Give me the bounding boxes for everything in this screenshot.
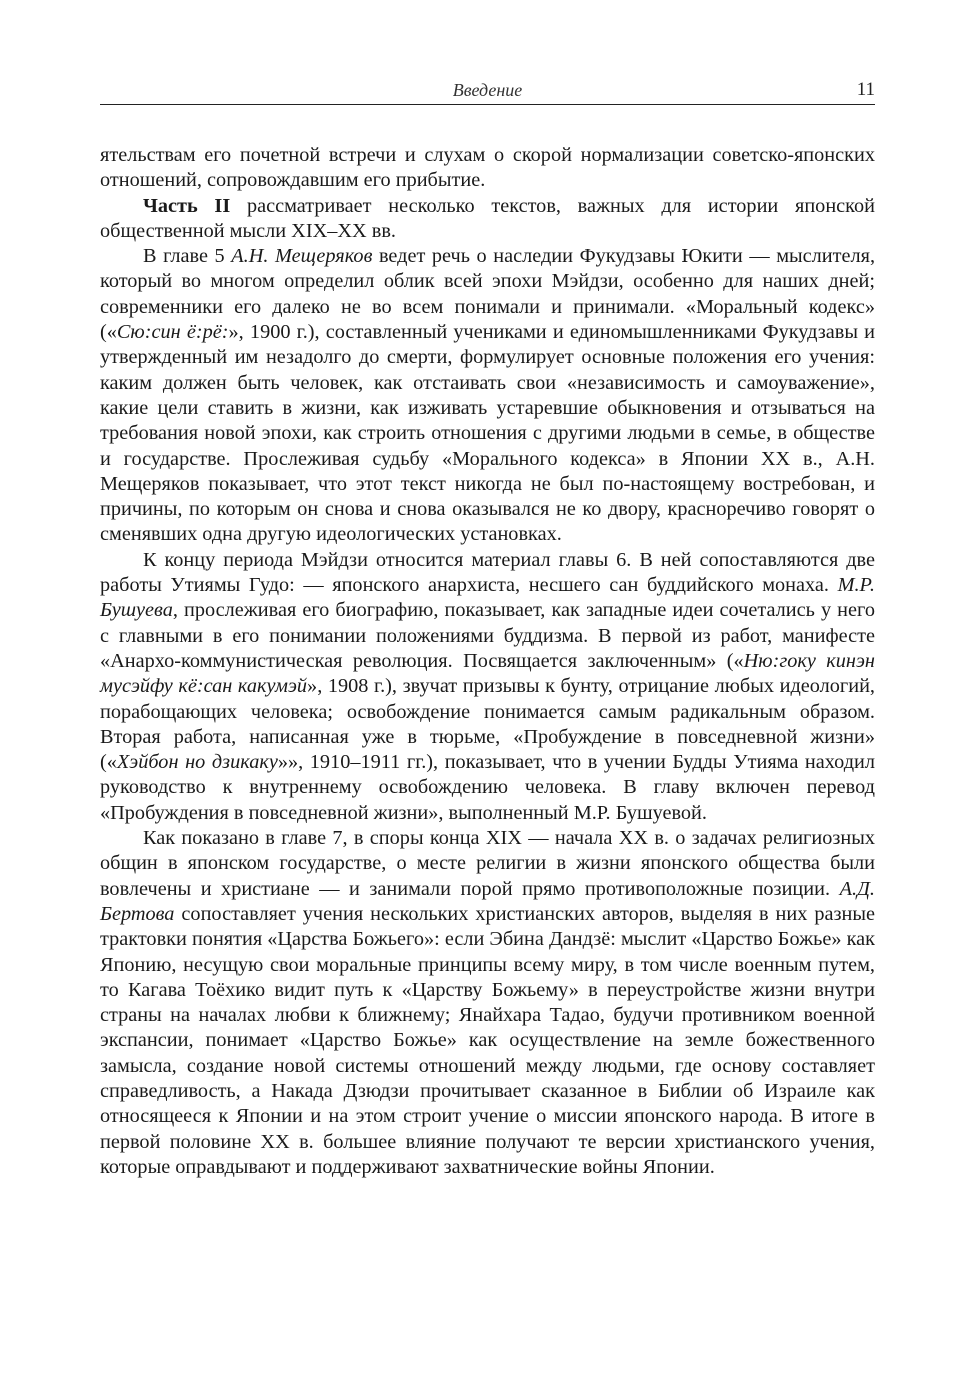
running-head — [100, 78, 875, 105]
paragraph-5-part-2: сопоставляет учения нескольких христианских авторов, выделяя в них разные трактовки понятия «Царства Божьего»: если Эбина Дандзё: мыслит «Царство Божье» как Японию, несущую свои моральные принципы всему миру, в том числе военным путем, то Кагава Тоёхико видит путь к «Царству Божьему» в переустройстве жизни внутри страны на началах любви к ближнему; Янайхара Тадао, будучи противником военной экспансии, понимает «Царство Божье» как осуществление на земле божественного замысла, создание новой системы отношений между людьми, где основу составляет справедливость, а Накада Дзюдзи прочитывает сказанное в Библии об Израиле как относящееся к Японии и на этом строит учение о миссии японского народа. В итоге в первой половине XX в. большее влияние получают те версии христианского учения, которые оправдывают и поддерживают захватнические войны Японии. — [100, 902, 875, 1178]
page-number: 11 — [856, 79, 875, 100]
paragraph-5 — [100, 826, 875, 1180]
paragraph-4-part-3: », 1908 г.), звучат призывы к бунту, отрицание любых идеологий, порабощающих человека; освобождение понимается самым радикальным образом. Вторая работа, написанная уже в тюрьме, «Пробуждение в повседневной жизни» (« — [100, 675, 875, 774]
paragraph-3-part-1: В главе 5 — [143, 245, 232, 268]
main-text — [100, 143, 875, 1180]
author-name: А.Н. Мещеряков — [231, 245, 373, 268]
japanese-title: Сю:син ё:рё: — [116, 321, 229, 344]
paragraph-1 — [100, 143, 875, 194]
paragraph-4-part-1: К концу периода Мэйдзи относится материал главы 6. В ней сопоставляются две работы Утиямы Гудо: — японского анархиста, несшего сан буддийского монаха. — [100, 548, 875, 597]
paragraph-3-part-3: », 1900 г.), составленный учениками и единомышленниками Фукудзавы и утвержденный им незадолго до смерти, формулирует основные положения его учения: каким должен быть человек, как отстаивать свои «независимость и самоуважение», какие цели ставить в жизни, как изживать устаревшие обыкновения и отзываться на требования новой эпохи, как строить отношения с другими людьми в семье, в обществе и государстве. Прослеживая судьбу «Морального кодекса» в Японии XX в., А.Н. Мещеряков показывает, что этот текст никогда не был по-настоящему востребован, и причины, по которым он снова и снова оказывался не ко двору, красноречиво говорят о сменявших одна другую идеологических установках. — [100, 321, 875, 546]
paragraph-2 — [100, 194, 875, 245]
running-title: Введение — [452, 80, 523, 100]
author-name: А.Д. Бертова — [100, 877, 875, 925]
paragraph-5-part-1: Как показано в главе 7, в споры конца XIX — начала XX в. о задачах религиозных общин в японском государстве, о месте религии в жизни японского общества были вовлечены и христиане — и занимали порой прямо противоположные позиции. — [100, 827, 875, 900]
paragraph-4 — [100, 548, 875, 826]
paragraph-4-part-4: »», 1910–1911 гг.), показывает, что в учении Будды Утияма находил руководство к внутреннему освобождению человека. В главу включен перевод «Пробуждения в повседневной жизни», выполненный М.Р. Бушуевой. — [100, 751, 876, 824]
author-name: М.Р. Бушуева — [100, 574, 875, 622]
paragraph-3 — [100, 244, 875, 548]
paragraph-4-part-2: , прослеживая его биографию, показывает, как западные идеи сочетались у него с главными в его понимании положениями буддизма. В первой из работ, манифесте «Анархо-коммунистическая революция. Посвящается заключенным» (« — [100, 599, 875, 672]
paragraph-2-text: рассматривает несколько текстов, важных для истории японской общественной мысли XIX–XX вв. — [100, 194, 875, 242]
paragraph-3-part-2: ведет речь о наследии Фукудзавы Юкити — мыслителя, который во многом определил облик всей эпохи Мэйдзи, особенно для наших дней; современники его далеко не во всем понимали и принимали. «Моральный кодекс» (« — [100, 245, 876, 344]
paragraph-1-text: ятельствам его почетной встречи и слухам о скорой нормализации советско-японских отношений, сопровождавшим его прибытие. — [100, 144, 875, 192]
japanese-title: Хэйбон но дзикаку — [116, 751, 278, 774]
part-heading-lead: Часть II — [143, 194, 231, 217]
japanese-title: Ню:гоку кинэн мусэйфу кё:сан какумэй — [100, 649, 875, 698]
